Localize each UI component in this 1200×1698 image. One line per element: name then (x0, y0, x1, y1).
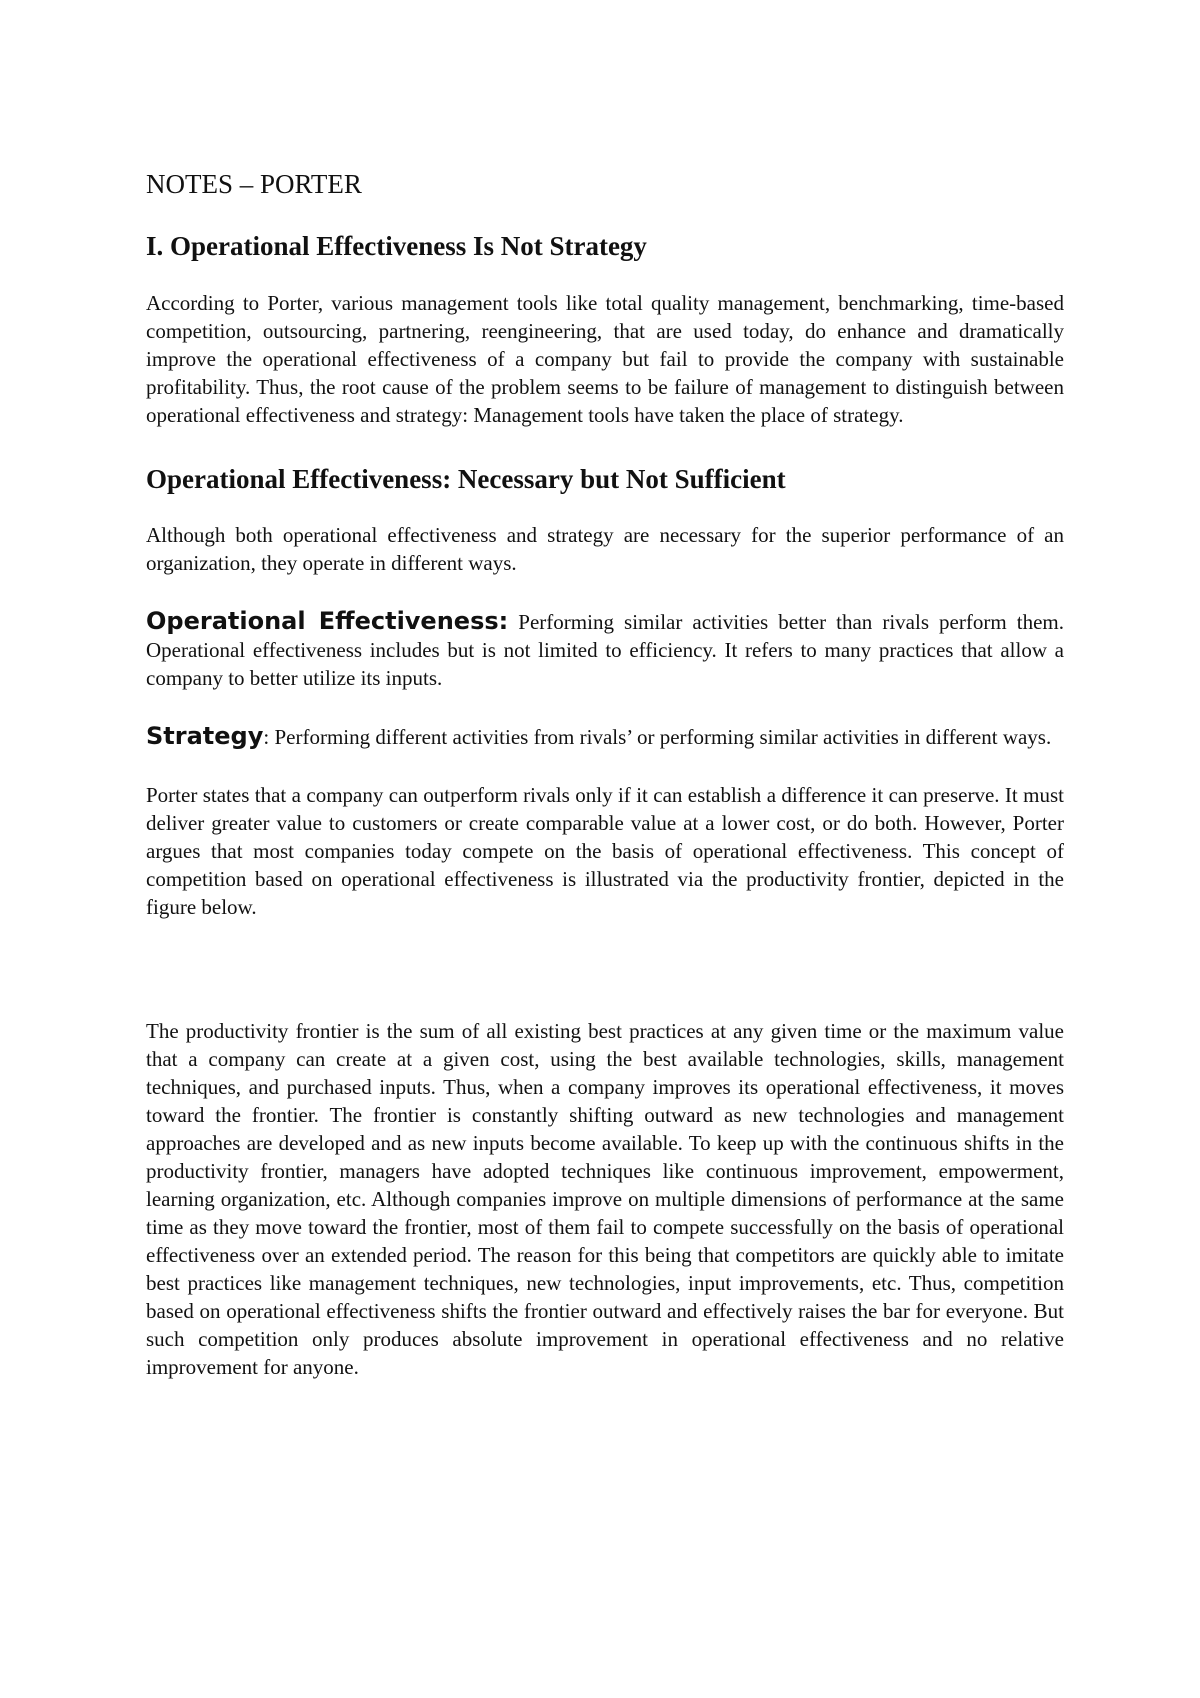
paragraph-both-necessary: Although both operational effectiveness and strategy are necessary for the superior performance of an organization, they operate in different ways. (146, 523, 1064, 576)
paragraph-porter-states: Porter states that a company can outperform rivals only if it can establish a difference it can preserve. It must deliver greater value to customers or create comparable value at a lower cost, or do both. However, Porter argues that most companies today compete on the basis of operational effectiveness. This concept of competition based on operational effectiveness is illustrated via the productivity frontier, depicted in the figure below. (146, 783, 1064, 920)
figure-placeholder (146, 921, 1064, 1017)
paragraph-productivity-frontier: The productivity frontier is the sum of all existing best practices at any given time or the maximum value that a company can create at a given cost, using the best available technologies, skills, management techniques, and purchased inputs. Thus, when a company improves its operational effectiveness, it moves toward the frontier. The frontier is constantly shifting outward as new technologies and management approaches are developed and as new inputs become available. To keep up with the continuous shifts in the productivity frontier, managers have adopted techniques like continuous improvement, empowerment, learning organization, etc. Although companies improve on multiple dimensions of performance at the same time as they move toward the frontier, most of them fail to compete successfully on the basis of operational effectiveness over an extended period. The reason for this being that competitors are quickly able to imitate best practices like management techniques, new technologies, input improvements, etc. Thus, competition based on operational effectiveness shifts the frontier outward and effectively raises the bar for everyone. But such competition only produces absolute improvement in operational effectiveness and no relative improvement for anyone. (146, 1019, 1064, 1380)
definition-term: Operational Effectiveness: (146, 607, 509, 636)
definition-term: Strategy (146, 722, 264, 751)
paragraph-intro: According to Porter, various management tools like total quality management, benchmarking, time-based competition, outsourcing, partnering, reengineering, that are used today, do enhance and dramatically improve the operational effectiveness of a company but fail to provide the company with sustainable profitability. Thus, the root cause of the problem seems to be failure of management to distinguish between operational effectiveness and strategy: Management tools have taken the place of strategy. (146, 290, 1064, 427)
section-heading: I. Operational Effectiveness Is Not Strategy (146, 231, 647, 262)
document-page (146, 168, 1064, 1381)
definition-text: Performing similar activities better than rivals perform them. Operational effectiveness includes but is not limited to efficiency. It refers to many practices that allow a company to better utilize its inputs. (146, 610, 1064, 691)
definition-operational-effectiveness (146, 607, 1064, 692)
document-title: NOTES – PORTER (146, 169, 362, 199)
subheading-necessary-not-sufficient: Operational Effectiveness: Necessary but Not Sufficient (146, 463, 786, 494)
definition-strategy (146, 722, 1064, 751)
definition-text: : Performing different activities from rivals’ or performing similar activities in different ways. (263, 725, 1052, 750)
